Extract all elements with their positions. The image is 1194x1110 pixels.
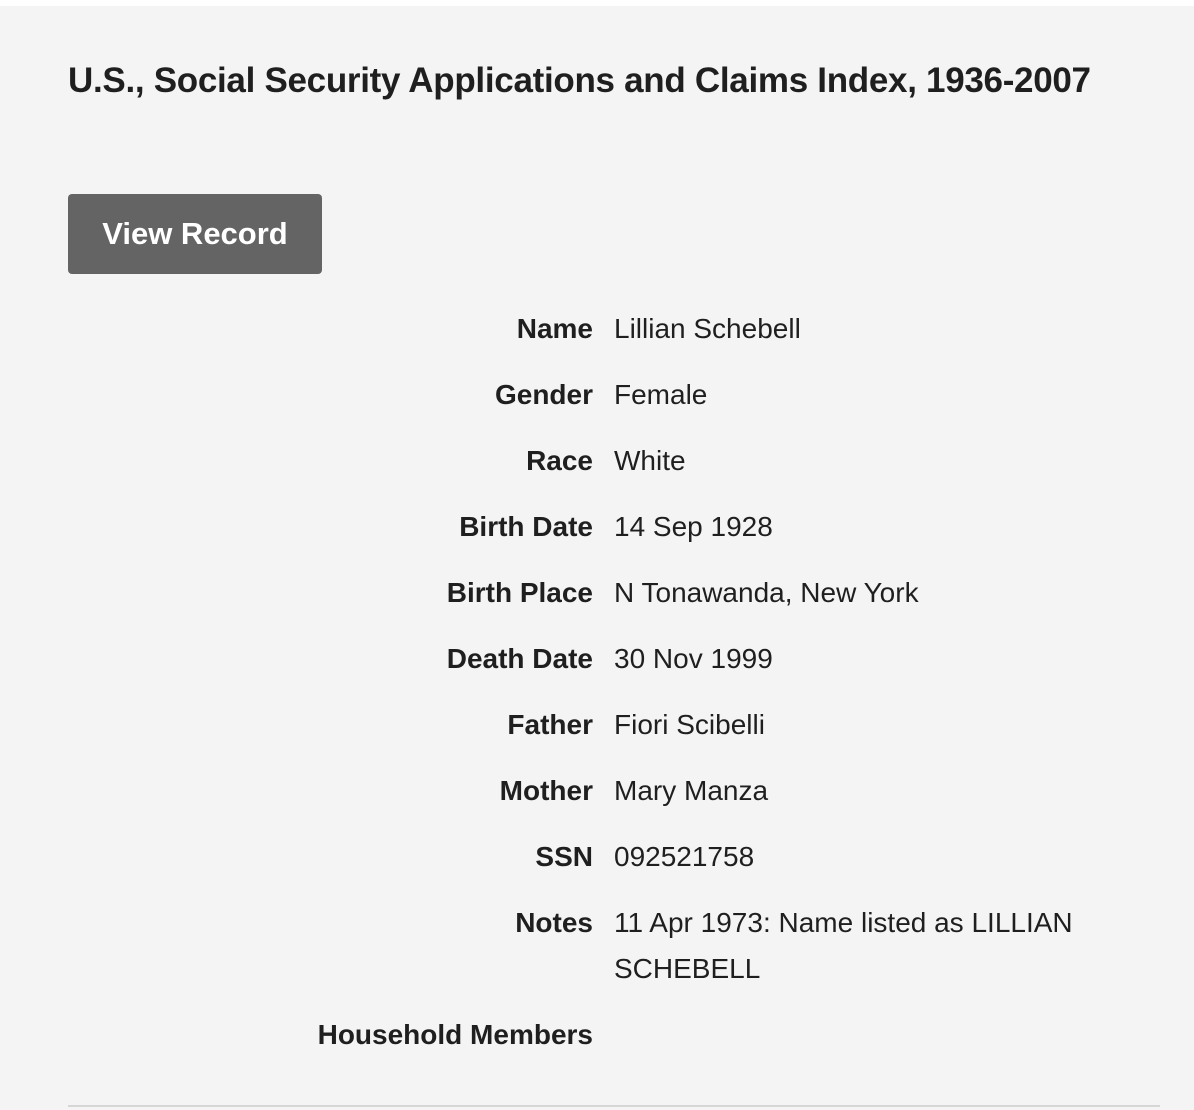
field-value: 092521758 [614, 841, 755, 872]
field-label: Notes [515, 907, 593, 938]
field-value: White [614, 445, 686, 476]
field-row-birth-date [0, 504, 1194, 550]
field-label: Mother [499, 775, 593, 806]
field-row-race [0, 438, 1194, 484]
field-row-birth-place [0, 570, 1194, 616]
field-label: Birth Place [446, 577, 593, 608]
field-value: 14 Sep 1928 [614, 511, 773, 542]
field-row-notes [0, 900, 1194, 992]
field-row-household-members [0, 1012, 1194, 1058]
record-title: U.S., Social Security Applications and Claims Index, 1936-2007 [68, 61, 1091, 100]
field-label: SSN [535, 841, 593, 872]
field-value: Mary Manza [614, 775, 769, 806]
field-row-father [0, 702, 1194, 748]
field-value: N Tonawanda, New York [614, 577, 919, 608]
view-record-button[interactable]: View Record [68, 194, 322, 274]
field-row-mother [0, 768, 1194, 814]
field-row-ssn [0, 834, 1194, 880]
field-value: Female [614, 379, 708, 410]
field-value: Lillian Schebell [614, 313, 801, 344]
field-row-death-date [0, 636, 1194, 682]
field-value: Fiori Scibelli [614, 709, 765, 740]
record-fields [0, 306, 1194, 1078]
field-label: Race [526, 445, 593, 476]
field-label: Gender [494, 379, 593, 410]
field-value: 11 Apr 1973: Name listed as LILLIAN SCHEBELL [614, 907, 1073, 984]
field-label: Father [507, 709, 593, 740]
field-label: Birth Date [459, 511, 593, 542]
field-label: Death Date [446, 643, 593, 674]
field-label: Name [516, 313, 593, 344]
record-panel [0, 6, 1194, 1110]
field-label: Household Members [317, 1019, 593, 1050]
field-row-gender [0, 372, 1194, 418]
field-value: 30 Nov 1999 [614, 643, 773, 674]
section-divider [68, 1105, 1160, 1107]
field-row-name [0, 306, 1194, 352]
